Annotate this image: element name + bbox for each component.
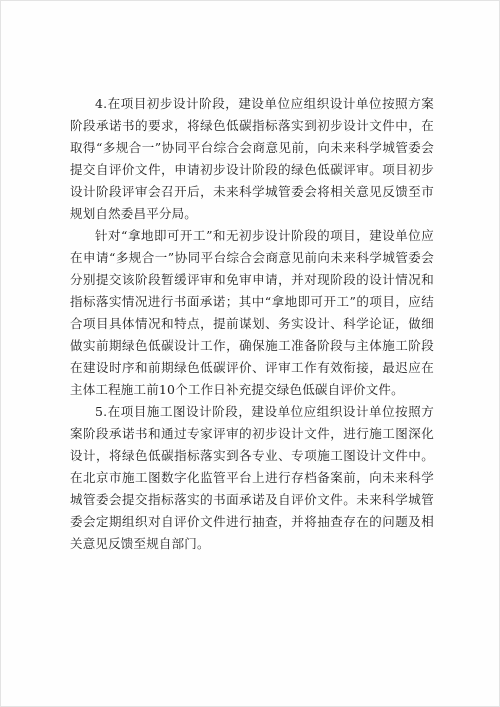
paragraph-item-5: 5.在项目施工图设计阶段，建设单位应组织设计单位按照方案阶段承诺书和通过专家评审的初步设计文件，进行施工图深化设计，将绿色低碳指标落实到各专业、专项施工图设计文件中。在北京市施工图数字化监管平台上进行存档备案前，向未来科学城管委会提交指标落实的书面承诺及自评价文件。未来科学城管委会定期组织对自评价文件进行抽查，并将抽查存在的问题及相关意见反馈至规自部门。: [70, 404, 434, 551]
paragraph-item-4: 4.在项目初步设计阶段，建设单位应组织设计单位按照方案阶段承诺书的要求，将绿色低碳指标落实到初步设计文件中，在取得“多规合一”协同平台综合会商意见前，向未来科学城管委会提交自评价文件，申请初步设计阶段的绿色低碳评审。项目初步设计阶段评审会召开后，未来科学城管委会将相关意见反馈至市规划自然委昌平分局。: [70, 96, 434, 221]
document-body: [70, 93, 434, 555]
paragraph-special-projects: 针对“拿地即可开工”和无初步设计阶段的项目，建设单位应在申请“多规合一”协同平台综合会商意见前向未来科学城管委会分别提交该阶段暂缓评审和免审申请，并对现阶段的设计情况和指标落实情况进行书面承诺；其中“拿地即可开工”的项目，应结合项目具体情况和特点，提前谋划、务实设计、科学论证，做细做实前期绿色低碳设计工作，确保施工准备阶段与主体施工阶段在建设时序和前期绿色低碳评价、评审工作有效衔接，最迟应在主体工程施工前10个工作日补充提交绿色低碳自评价文件。: [70, 228, 434, 397]
